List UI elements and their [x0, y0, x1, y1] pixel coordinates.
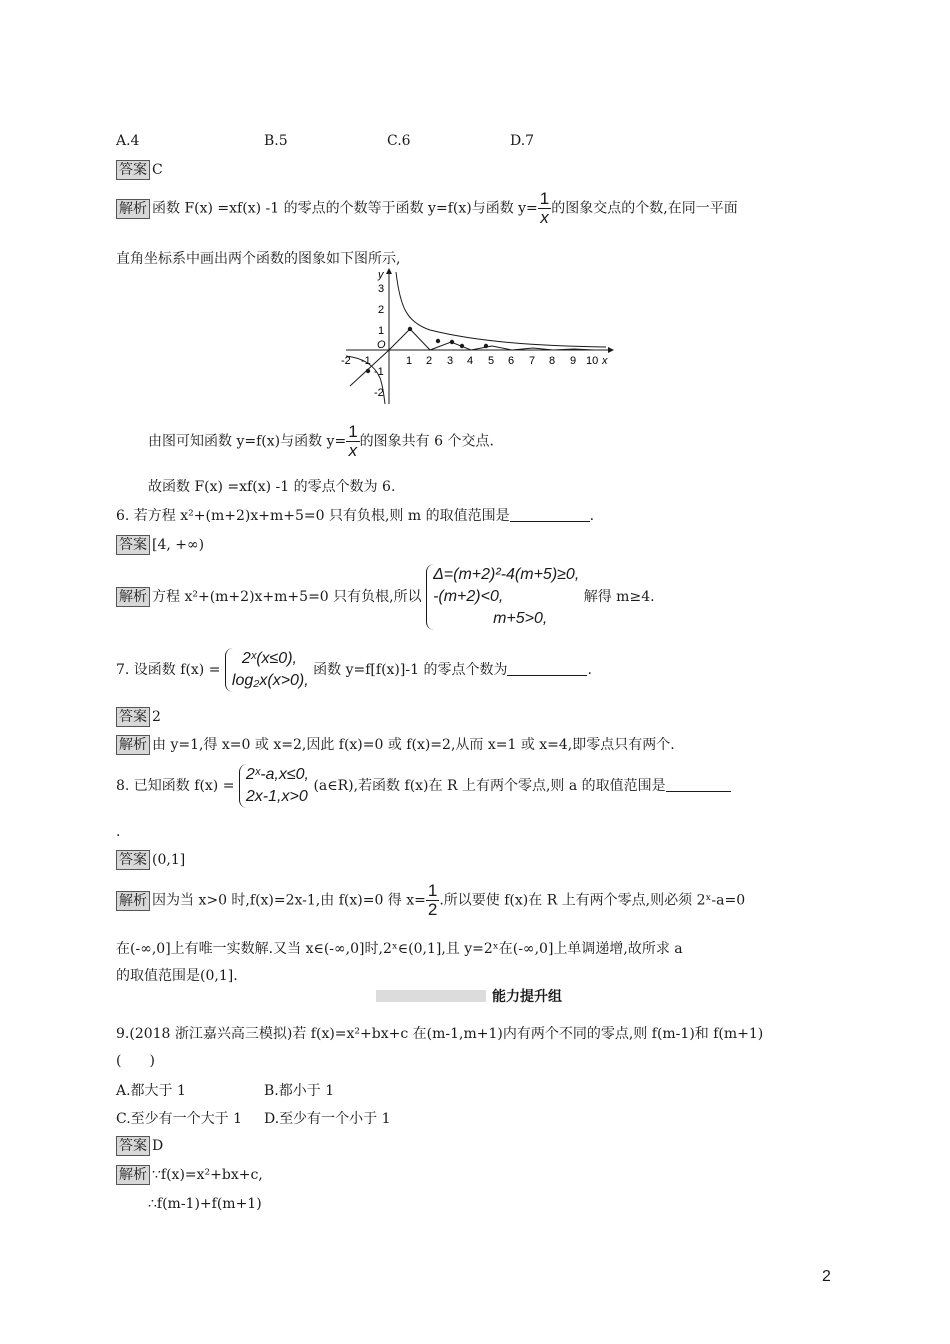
q8-stem: 8. 已知函数 f(x) = 2ˣ-a,x≤0, 2x-1,x>0 (a∈R),若函数 f(x)在 R 上有两个零点,则 a 的取值范围是: [116, 764, 731, 808]
intersection-point: [484, 344, 488, 348]
fraction-1-over-2: $\frac{1}{2}$: [427, 881, 438, 919]
option-a: A.4: [116, 133, 140, 149]
page-number: 2: [822, 1268, 831, 1285]
q9-answer: 答案 D: [116, 1136, 163, 1156]
x-tick: -2: [341, 355, 351, 367]
section-bar: [376, 990, 486, 1002]
answer-tag: 答案: [116, 535, 150, 555]
intersection-point: [408, 327, 412, 331]
origin-label: O: [377, 339, 386, 351]
analysis-tag: 解析: [116, 587, 150, 607]
y-tick: 2: [378, 304, 385, 316]
fx-polyline: [389, 329, 594, 350]
q5-conclusion2: 故函数 F(x) =xf(x) -1 的零点个数为 6.: [148, 479, 396, 495]
answer-tag: 答案: [116, 1136, 150, 1156]
x-tick: 4: [467, 355, 474, 367]
q9-analysis2: ∴f(m-1)+f(m+1): [148, 1196, 262, 1212]
q7-answer: 答案 2: [116, 707, 161, 727]
answer-value: C: [152, 162, 163, 178]
q8-analysis-line1: 解析 因为当 x>0 时,f(x)=2x-1,由 f(x)=0 得 x= $\frac{1}{2}$ .所以要使 f(x)在 R 上有两个零点,则必须 2ˣ-a=0: [116, 882, 745, 919]
q8-analysis-line2: 在(-∞,0]上有唯一实数解.又当 x∈(-∞,0]时,2ˣ∈(0,1],且 y=2ˣ在(-∞,0]上单调递增,故所求 a: [116, 941, 683, 957]
q9-stem-cont: ( ): [116, 1053, 155, 1069]
q9-option-a: A.都大于 1: [116, 1083, 186, 1099]
q9-option-c: C.至少有一个大于 1: [116, 1111, 243, 1127]
x-tick: 10: [586, 355, 599, 367]
q9-analysis1: 解析 ∵f(x)=x²+bx+c,: [116, 1165, 263, 1185]
q6-answer: 答案 [4, +∞): [116, 535, 204, 555]
q9-option-d: D.至少有一个小于 1: [264, 1111, 391, 1127]
option-b: B.5: [264, 133, 288, 149]
answer-blank: [507, 661, 587, 676]
fraction-1-over-x: $\frac{1}{x}$: [348, 422, 358, 460]
y-tick: 3: [378, 283, 385, 295]
answer-tag: 答案: [116, 160, 150, 180]
reciprocal-curve-positive: [396, 272, 606, 347]
q5-conclusion1: 由图可知函数 y=f(x)与函数 y= $\frac{1}{x}$ 的图象共有 6 个交点.: [148, 422, 494, 460]
option-c: C.6: [387, 133, 411, 149]
x-tick: 6: [508, 355, 515, 367]
y-axis-arrow: [386, 268, 392, 274]
piecewise-function: 2ˣ(x≤0), log₂x(x>0),: [225, 648, 309, 692]
x-tick: 8: [549, 355, 556, 367]
function-graph: [338, 266, 614, 408]
intersection-point: [450, 340, 454, 344]
answer-blank: [666, 777, 731, 792]
analysis-tag: 解析: [116, 1165, 150, 1185]
q8-stem-cont: .: [116, 824, 121, 840]
x-tick: 7: [529, 355, 536, 367]
analysis-text: 函数 F(x) =xf(x) -1 的零点的个数等于函数 y=f(x)与函数 y=: [152, 200, 538, 217]
q5-analysis-line2: 直角坐标系中画出两个函数的图象如下图所示,: [116, 251, 401, 267]
intersection-point: [436, 339, 440, 343]
analysis-tag: 解析: [116, 199, 150, 219]
x-tick: -1: [361, 355, 371, 367]
piecewise-function: 2ˣ-a,x≤0, 2x-1,x>0: [239, 764, 309, 808]
x-axis-label: x: [602, 355, 608, 367]
x-tick: 5: [488, 355, 495, 367]
q7-analysis: 解析 由 y=1,得 x=0 或 x=2,因此 f(x)=0 或 f(x)=2,从而 x=1 或 x=4,即零点只有两个.: [116, 735, 675, 755]
inequality-system: Δ=(m+2)²-4(m+5)≥0, -(m+2)<0, m+5>0,: [426, 564, 579, 630]
y-tick: -1: [374, 366, 384, 378]
q8-answer: 答案 (0,1]: [116, 850, 185, 870]
q5-analysis-line1: [116, 190, 738, 227]
x-tick: 9: [570, 355, 577, 367]
option-d: D.7: [510, 133, 535, 149]
section-title: 能力提升组: [492, 989, 562, 1005]
y-axis-label: y: [378, 269, 384, 281]
x-tick: 2: [426, 355, 433, 367]
x-axis-arrow: [608, 347, 614, 353]
answer-tag: 答案: [116, 707, 150, 727]
q5-answer: [116, 160, 163, 180]
y-tick: -2: [374, 387, 384, 399]
q6-analysis: 解析 方程 x²+(m+2)x+m+5=0 只有负根,所以 Δ=(m+2)²-4(m+5)≥0, -(m+2)<0, m+5>0, 解得 m≥4.: [116, 564, 655, 630]
answer-blank: [510, 507, 590, 522]
analysis-tag: 解析: [116, 735, 150, 755]
intersection-point: [460, 344, 464, 348]
q6-stem: 6. 若方程 x²+(m+2)x+m+5=0 只有负根,则 m 的取值范围是 .: [116, 508, 595, 524]
y-tick: 1: [378, 325, 385, 337]
q8-analysis-line3: 的取值范围是(0,1].: [116, 968, 238, 984]
x-tick: 1: [406, 355, 413, 367]
q9-option-b: B.都小于 1: [264, 1083, 335, 1099]
q9-stem: 9.(2018 浙江嘉兴高三模拟)若 f(x)=x²+bx+c 在(m-1,m+1)内有两个不同的零点,则 f(m-1)和 f(m+1): [116, 1026, 764, 1042]
analysis-tag: 解析: [116, 891, 150, 911]
answer-tag: 答案: [116, 850, 150, 870]
x-tick: 3: [447, 355, 454, 367]
fraction-1-over-x: $\frac{1}{x}$: [539, 189, 550, 227]
intersection-point: [366, 369, 370, 373]
analysis-text-end: 的图象交点的个数,在同一平面: [551, 200, 738, 217]
q7-stem: 7. 设函数 f(x) = 2ˣ(x≤0), log₂x(x>0), 函数 y=f[f(x)]-1 的零点个数为 .: [116, 648, 592, 692]
